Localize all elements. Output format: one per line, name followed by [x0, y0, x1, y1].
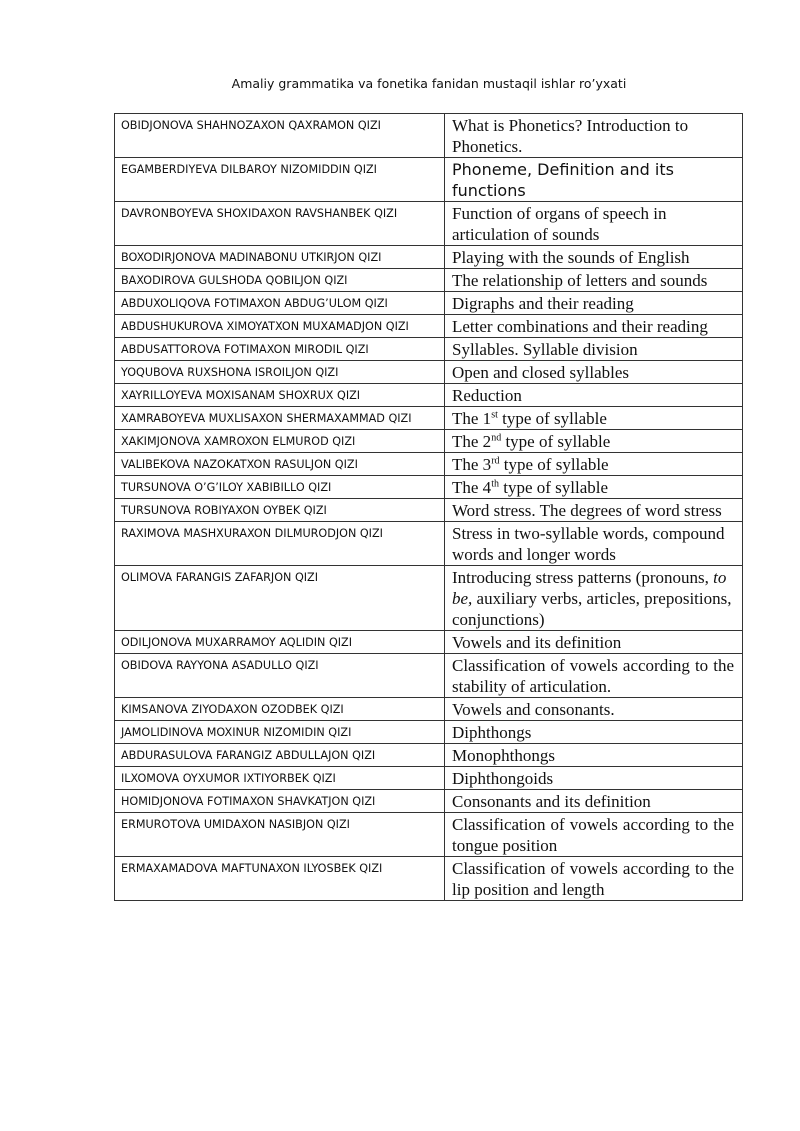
table-row: [115, 522, 743, 566]
student-name: DAVRONBOYEVA SHOXIDAXON RAVSHANBEK QIZI: [115, 202, 445, 246]
topic-cell: Classification of vowels according to the tongue position: [445, 813, 743, 857]
topic-cell: What is Phonetics? Introduction to Phonetics.: [445, 114, 743, 158]
student-name: HOMIDJONOVA FOTIMAXON SHAVKATJON QIZI: [115, 790, 445, 813]
table-row: [115, 158, 743, 202]
student-name: BOXODIRJONOVA MADINABONU UTKIRJON QIZI: [115, 246, 445, 269]
student-name: OLIMOVA FARANGIS ZAFARJON QIZI: [115, 566, 445, 631]
student-name: ERMAXAMADOVA MAFTUNAXON ILYOSBEK QIZI: [115, 857, 445, 901]
topic-cell: Vowels and its definition: [445, 631, 743, 654]
student-name: JAMOLIDINOVA MOXINUR NIZOMIDIN QIZI: [115, 721, 445, 744]
table-row: [115, 361, 743, 384]
table-row: [115, 654, 743, 698]
topic-text: The 4: [452, 478, 492, 497]
student-name: XAKIMJONOVA XAMROXON ELMUROD QIZI: [115, 430, 445, 453]
table-row: [115, 721, 743, 744]
table-row: [115, 384, 743, 407]
topic-cell: Function of organs of speech in articulation of sounds: [445, 202, 743, 246]
table-row: [115, 790, 743, 813]
student-name: TURSUNOVA ROBIYAXON OYBEK QIZI: [115, 499, 445, 522]
table-row: [115, 430, 743, 453]
student-name: ABDURASULOVA FARANGIZ ABDULLAJON QIZI: [115, 744, 445, 767]
topic-cell: Classification of vowels according to the stability of articulation.: [445, 654, 743, 698]
table-row: [115, 246, 743, 269]
topic-cell: Vowels and consonants.: [445, 698, 743, 721]
student-name: TURSUNOVA O’G’ILOY XABIBILLO QIZI: [115, 476, 445, 499]
topic-cell: The relationship of letters and sounds: [445, 269, 743, 292]
topic-cell: [445, 407, 743, 430]
topic-cell: [445, 430, 743, 453]
student-name: BAXODIROVA GULSHODA QOBILJON QIZI: [115, 269, 445, 292]
student-name: EGAMBERDIYEVA DILBAROY NIZOMIDDIN QIZI: [115, 158, 445, 202]
topic-emphasis: to be,: [452, 568, 727, 608]
student-name: ABDUSHUKUROVA XIMOYATXON MUXAMADJON QIZI: [115, 315, 445, 338]
table-row: [115, 114, 743, 158]
student-name: RAXIMOVA MASHXURAXON DILMURODJON QIZI: [115, 522, 445, 566]
topic-cell: [445, 476, 743, 499]
topic-cell: Phoneme, Definition and its functions: [445, 158, 743, 202]
student-name: ILXOMOVA OYXUMOR IXTIYORBEK QIZI: [115, 767, 445, 790]
ordinal-suffix: th: [491, 478, 499, 490]
student-name: OBIDJONOVA SHAHNOZAXON QAXRAMON QIZI: [115, 114, 445, 158]
student-name: YOQUBOVA RUXSHONA ISROILJON QIZI: [115, 361, 445, 384]
student-name: ODILJONOVA MUXARRAMOY AQLIDIN QIZI: [115, 631, 445, 654]
table-row: [115, 813, 743, 857]
table-row: [115, 338, 743, 361]
table-row: [115, 566, 743, 631]
student-name: KIMSANOVA ZIYODAXON OZODBEK QIZI: [115, 698, 445, 721]
table-row: [115, 292, 743, 315]
topic-text: type of syllable: [499, 455, 609, 474]
table-row: [115, 202, 743, 246]
topic-text: The 1: [452, 409, 492, 428]
table-row: [115, 269, 743, 292]
table-row: [115, 407, 743, 430]
student-name: XAMRABOYEVA MUXLISAXON SHERMAXAMMAD QIZI: [115, 407, 445, 430]
table-row: [115, 631, 743, 654]
table-row: [115, 453, 743, 476]
table-row: [115, 499, 743, 522]
table-row: [115, 698, 743, 721]
topic-cell: Open and closed syllables: [445, 361, 743, 384]
topic-text: type of syllable: [498, 478, 609, 497]
ordinal-suffix: st: [491, 409, 498, 421]
topic-cell: [445, 453, 743, 476]
topic-cell: Stress in two-syllable words, compound words and longer words: [445, 522, 743, 566]
topic-text: The 3: [452, 455, 492, 474]
topic-cell: Diphthongoids: [445, 767, 743, 790]
topic-text: The 2: [452, 432, 492, 451]
topic-cell: Classification of vowels according to the lip position and length: [445, 857, 743, 901]
student-name: OBIDOVA RAYYONA ASADULLO QIZI: [115, 654, 445, 698]
ordinal-suffix: rd: [491, 455, 500, 467]
topic-cell: Syllables. Syllable division: [445, 338, 743, 361]
topic-text: Introducing stress patterns (pronouns,: [452, 568, 714, 587]
topic-cell: [445, 566, 743, 631]
topic-text: auxiliary verbs, articles, prepositions, conjunctions): [452, 589, 732, 629]
topic-cell: Reduction: [445, 384, 743, 407]
student-name: ABDUSATTOROVA FOTIMAXON MIRODIL QIZI: [115, 338, 445, 361]
page-title: Amaliy grammatika va fonetika fanidan mustaqil ishlar ro’yxati: [231, 76, 627, 91]
table-row: [115, 767, 743, 790]
topic-cell: Digraphs and their reading: [445, 292, 743, 315]
student-name: VALIBEKOVA NAZOKATXON RASULJON QIZI: [115, 453, 445, 476]
topic-text: type of syllable: [497, 409, 607, 428]
topic-cell: Playing with the sounds of English: [445, 246, 743, 269]
table-row: [115, 857, 743, 901]
table-row: [115, 315, 743, 338]
topic-cell: Monophthongs: [445, 744, 743, 767]
topic-cell: Letter combinations and their reading: [445, 315, 743, 338]
topic-cell: Word stress. The degrees of word stress: [445, 499, 743, 522]
student-name: ERMUROTOVA UMIDAXON NASIBJON QIZI: [115, 813, 445, 857]
ordinal-suffix: nd: [491, 432, 502, 444]
assignment-table: [114, 113, 743, 901]
student-name: XAYRILLOYEVA MOXISANAM SHOXRUX QIZI: [115, 384, 445, 407]
topic-text: type of syllable: [501, 432, 611, 451]
table-row: [115, 744, 743, 767]
topic-cell: Consonants and its definition: [445, 790, 743, 813]
table-row: [115, 476, 743, 499]
topic-cell: Diphthongs: [445, 721, 743, 744]
student-name: ABDUXOLIQOVA FOTIMAXON ABDUG’ULOM QIZI: [115, 292, 445, 315]
